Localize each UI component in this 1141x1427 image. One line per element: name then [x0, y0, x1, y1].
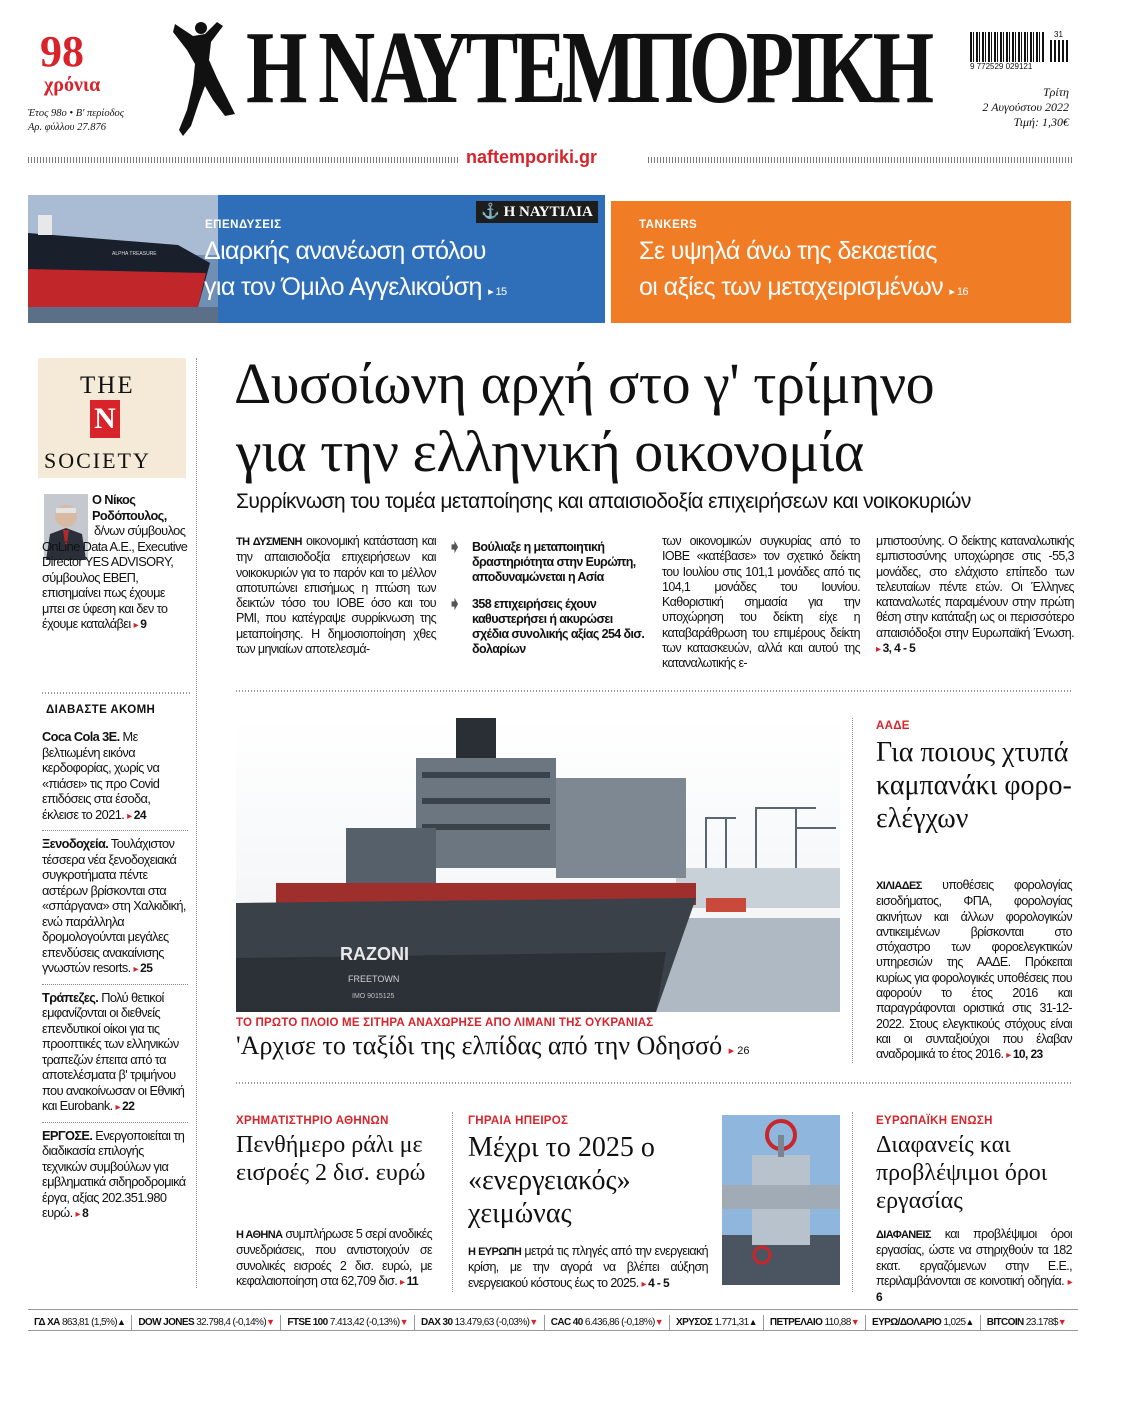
divider — [42, 830, 188, 831]
bullet-text: Βούλιαξε η μεταποιητική δραστηριότητα στην Ευρώπη, αποδυναμώνεται η Ασία — [472, 540, 636, 584]
banner-line-2 — [204, 273, 507, 302]
bullet-item — [448, 597, 648, 657]
ticker-item — [281, 1315, 415, 1330]
bottom-text-lead: Η ΕΥΡΩΠΗ — [468, 1246, 522, 1258]
ticker-value: 110,88 — [824, 1317, 851, 1328]
ticker-name: ΧΡΥΣΟΣ — [676, 1317, 713, 1328]
hermes-logo-icon — [165, 14, 240, 139]
page-ref: ▸ 4 - 5 — [641, 1275, 670, 1290]
read-more-item[interactable] — [42, 990, 188, 1116]
banner-line-2-text: για τον Όμιλο Αγγελικούση — [204, 273, 482, 301]
page-number: 15 — [495, 286, 507, 298]
bottom-text-1 — [236, 1227, 432, 1290]
society-text — [42, 523, 188, 634]
arrow-up-icon: ▲ — [748, 1317, 757, 1327]
barcode-number: 9 772529 029121 — [970, 62, 1033, 71]
bullet-item — [448, 540, 648, 585]
page-number: 8 — [82, 1206, 89, 1220]
page-number: 16 — [956, 286, 968, 298]
page-number: 9 — [140, 617, 147, 631]
lead-bullets — [448, 540, 648, 657]
page-ref: ▸ 22 — [115, 1099, 135, 1113]
bottom-headline-2[interactable]: Μέχρι το 2025 ο «ενεργειακός» χειμώνας — [468, 1132, 655, 1229]
page-ref: ▸ 6 — [876, 1276, 1073, 1305]
bottom-kicker-1: ΧΡΗΜΑΤΙΣΤΗΡΙΟ ΑΘΗΝΩΝ — [236, 1115, 389, 1127]
divider — [42, 1122, 188, 1123]
ticker-item — [670, 1315, 764, 1330]
arrow-icon: ➧ — [448, 539, 461, 556]
lead-headline-2[interactable]: για την ελληνική οικονομία — [236, 419, 864, 484]
arrow-up-icon: ▲ — [965, 1317, 974, 1327]
page-number: 3, 4 - 5 — [882, 641, 916, 656]
bottom-text-body: και προβλέψιμοι όροι εργασίας, ώστε να στηριχθούν τα 182 εκατ. εργαζόμενων στην Ε.Ε., περιλαμβάνονται σε κοινοτική οδηγία. — [876, 1227, 1072, 1288]
banner-line-2-text: οι αξίες των μεταχειρισμένων — [639, 273, 944, 301]
item-lead: Τράπεζες. — [42, 989, 99, 1005]
bottom-text-lead: Η ΑΘΗΝΑ — [236, 1229, 283, 1241]
arrow-down-icon: ▼ — [1057, 1317, 1067, 1327]
page-number: 25 — [140, 961, 153, 975]
ticker-name: ΠΕΤΡΕΛΑΙΟ — [769, 1317, 823, 1328]
ship-imo: IMO 9015125 — [352, 993, 395, 1000]
ticker-item — [415, 1315, 545, 1330]
photo-story-kicker: ΤΟ ΠΡΩΤΟ ΠΛΟΙΟ ΜΕ ΣΙΤΗΡΑ ΑΝΑΧΩΡΗΣΕ ΑΠΟ ΛΙΜΑΝΙ ΤΗΣ ΟΥΚΡΑΝΙΑΣ — [236, 1017, 654, 1029]
aade-text-body: υποθέσεις φορολογίας εισοδήματος, ΦΠΑ, φορολογίας ακινήτων και άλλων φορολογικών αντικειμένων βρίσκονται στο στόχαστρο των φοροελεγκτικών υπηρεσιών της ΑΑΔΕ. Πρόκειται κυρίως για φορολογικές υποθέσεις που αφορούν το έτος 2016 και παραγράφονται οριστικά στις 31-12-2022. Στους ελεγκτικούς στόχους είναι και οι συνταξιούχοι που έλαβαν αναδρομικά το έτος 2016. — [876, 878, 1072, 1062]
ticker-value: 23.178$ — [1025, 1317, 1058, 1328]
ticker-name: BITCOIN — [986, 1317, 1024, 1328]
read-more-item[interactable] — [42, 729, 188, 824]
ticker-name: FTSE 100 — [287, 1317, 328, 1328]
lead-column-3: των οικονομικών συγκυρίας από το ΙΟΒΕ «κατέβασε» τον σχετικό δείκτη του Ιουλίου στις 101,1 μονάδες από τις 104,1 μονάδες του Ιουνίου. Καθοριστική σημασία για την υποχώρηση του δείκτη είχε η καταβαράθρωση του επιμέρους δείκτη των κατασκευών, αλλά και αυτού της καταναλωτικής ε- — [662, 534, 860, 671]
page-ref: ▸ 26 — [728, 1045, 750, 1057]
barcode — [970, 32, 1070, 72]
arrow-down-icon: ▼ — [850, 1317, 860, 1327]
ticker-item — [28, 1315, 132, 1330]
issue-line-1: Έτος 98ο • Β' περίοδος — [28, 108, 124, 119]
ship-name: ALPHA TREASURE — [112, 251, 157, 257]
bottom-text-body: συμπλήρωσε 5 σερί ανοδικές συνεδριάσεις, που αντιστοιχούν σε συνολικές εισροές 2 δισ. ευρώ, με κεφαλαιοποίηση στα 62,709 δισ. — [236, 1227, 433, 1288]
item-lead: ΕΡΓΟΣΕ. — [42, 1127, 93, 1143]
divider — [28, 157, 458, 163]
page-number: 24 — [133, 807, 146, 822]
arrow-down-icon: ▼ — [654, 1317, 664, 1327]
page-ref: ▸ 24 — [127, 807, 146, 822]
banner-line-1: Διαρκής ανανέωση στόλου — [204, 237, 486, 265]
bottom-text-lead: ΔΙΑΦΑΝΕΙΣ — [876, 1229, 931, 1241]
society-the: THE — [80, 372, 135, 399]
bottom-text-2 — [468, 1244, 708, 1292]
bullet-text: 358 επιχειρήσεις έχουν καθυστερήσει ή ακυρώσει σχέδια συνολικής αξίας 254 δισ. δολαρίων — [472, 597, 645, 656]
lead-subhead: Συρρίκνωση του τομέα μεταποίησης και απαισιοδοξία επιχειρήσεων και νοικοκυριών — [236, 490, 971, 513]
lead-text: οικονομική κατάσταση και την απαισιοδοξία επιχειρήσεων και νοικοκυριών για το παρόν και το μέλλον αποτυπώνει επισήμως η πτώση των δεικτών τόσο του ΙΟΒΕ όσο και του PMI, που κατέγραψε συρρίκνωση της μεταποίησης. Η δημοσιοποίηση χθες των μηνιαίων αποτελεσμά- — [236, 534, 437, 657]
page-number: 26 — [737, 1045, 750, 1057]
society-person-name: Ο Νίκος Ροδόπουλος, — [92, 492, 167, 523]
photo-story-headline[interactable] — [236, 1031, 749, 1061]
pipeline-image — [722, 1115, 840, 1285]
page-ref: ▸ 25 — [133, 961, 153, 975]
society-label: SOCIETY — [44, 448, 151, 473]
lead-text-lead: ΤΗ ΔΥΣΜΕΝΗ — [236, 536, 302, 548]
arrow-down-icon: ▼ — [266, 1317, 275, 1327]
ticker-name: DAX 30 — [420, 1317, 453, 1328]
column-rule — [452, 1112, 454, 1292]
masthead — [0, 0, 1141, 180]
bottom-kicker-3: ΕΥΡΩΠΑΪΚΗ ΕΝΩΣΗ — [876, 1115, 993, 1127]
ticker-value: 6.436,86 (-0,18%) — [584, 1317, 655, 1328]
item-text: Με βελτιωμένη εικόνα κερδοφορίας, χωρίς να «πιάσει» τις προ Covid επιδόσεις στα έσοδα, έκλεισε το 2021. — [42, 729, 160, 822]
ticker-value: 1.771,31 — [714, 1317, 749, 1328]
divider — [42, 984, 188, 985]
lead-column-4 — [876, 534, 1074, 657]
years-number: 98 — [40, 27, 84, 76]
ticker-item — [866, 1315, 981, 1330]
column-rule — [852, 1112, 854, 1292]
item-text: Ενεργοποιείται τη διαδικασία επιλογής τεχνικών συμβούλων για εμβληματικά σιδηροδρομικά έργα, αξίας 202.351.980 ευρώ. — [42, 1127, 186, 1220]
page-ref: ▸ 9 — [133, 617, 147, 631]
anchor-icon: ⚓ — [481, 204, 500, 220]
ticker-item — [545, 1315, 670, 1330]
bottom-headline-3[interactable]: Διαφανείς και προβλέψιμοι όροι εργασίας — [876, 1132, 1048, 1214]
bottom-headline-1[interactable]: Πενθήμερο ράλι με εισροές 2 δισ. ευρώ — [236, 1132, 426, 1186]
bottom-text-3 — [876, 1227, 1072, 1306]
divider — [648, 157, 1074, 163]
page-ref: ▸ 11 — [399, 1273, 419, 1288]
banner-tankers[interactable] — [611, 201, 1071, 323]
arrow-down-icon: ▼ — [529, 1317, 538, 1327]
lead-column-1 — [236, 534, 436, 657]
ship-port: FREETOWN — [348, 974, 400, 984]
gas-valve-image — [722, 1115, 840, 1285]
banner-investments[interactable] — [28, 195, 605, 323]
photo-story-image — [236, 718, 840, 1012]
page-ref: ▸ 8 — [75, 1206, 89, 1220]
page-number: 22 — [122, 1099, 135, 1113]
item-lead: Coca Cola 3E. — [42, 729, 120, 744]
years-label: χρόνια — [44, 74, 101, 96]
page-ref: ▸ 15 — [488, 286, 507, 298]
nautilia-badge — [476, 201, 598, 223]
ticker-name: ΓΔ ΧΑ — [34, 1317, 60, 1328]
ticker-name: DOW JONES — [138, 1317, 195, 1328]
page-number: 10, 23 — [1012, 1047, 1043, 1062]
issue-date: 2 Αυγούστου 2022 — [982, 100, 1069, 114]
cargo-ship-image — [236, 718, 840, 1012]
aade-text — [876, 878, 1072, 1064]
headline-text: 'Αρχισε το ταξίδι της ελπίδας από την Οδησσό — [236, 1031, 723, 1060]
banner-kicker: TANKERS — [639, 219, 698, 231]
banner-line-2 — [639, 273, 968, 302]
page-number: 6 — [876, 1290, 883, 1305]
page-number: 11 — [406, 1273, 419, 1288]
tanker-ship-image — [28, 195, 218, 323]
banner-line-1: Σε υψηλά άνω της δεκαετίας — [639, 237, 937, 265]
ticker-value: 863,81 (1,5%) — [61, 1317, 117, 1328]
newspaper-title: Η ΝΑΥΤΕΜΠΟΡΙΚΗ — [246, 10, 930, 125]
badge-label: Η ΝΑΥΤΙΛΙΑ — [503, 204, 593, 220]
barcode-addon: 31 — [1054, 30, 1063, 39]
aade-column — [852, 718, 854, 1063]
page-ref: ▸ 10, 23 — [1006, 1047, 1043, 1062]
ticker-name: CAC 40 — [550, 1317, 583, 1328]
sidebar — [28, 358, 197, 1288]
ticker-value: 32.798,4 (-0,14%) — [196, 1317, 267, 1328]
ship-name: RAZONI — [340, 944, 409, 964]
read-more-item[interactable] — [42, 1128, 188, 1223]
issue-price: Τιμή: 1,30€ — [1013, 115, 1069, 129]
item-lead: Ξενοδοχεία. — [42, 836, 109, 851]
arrow-icon: ➧ — [448, 596, 461, 613]
arrow-up-icon: ▲ — [117, 1317, 126, 1327]
ticker-item — [764, 1315, 866, 1330]
ticker-value: 13.479,63 (-0,03%) — [454, 1317, 530, 1328]
read-more-heading: ΔΙΑΒΑΣΤΕ ΑΚΟΜΗ — [46, 704, 156, 716]
page-number: 4 - 5 — [648, 1275, 670, 1290]
issue-line-2: Αρ. φύλλου 27.876 — [28, 122, 106, 133]
lead-text: μπιστοσύνης. Ο δείκτης καταναλωτικής εμπιστοσύνης υποχώρησε στις -55,3 μονάδες, στο ελάχιστο επίπεδο των τελευταίων πέντε ετών. Οι Έλληνες καταναλωτές παραμένουν στην πρώτη θέση στην κατάταξη ως οι περισσότερο απαισιόδοξοι στην Ευρωπαϊκή Ένωση. — [876, 534, 1074, 640]
item-text: Πολύ θετικοί εμφανίζονται οι διεθνείς επενδυτικοί οίκοι για τις προοπτικές των ελληνικών τραπεζών έπειτα από τα αποτελέσματα β' τριμήνου που ανακοίνωσαν οι Εθνική και Eurobank. — [42, 989, 185, 1113]
ticker-value: 1,025 — [943, 1317, 966, 1328]
issue-day: Τρίτη — [1042, 85, 1069, 99]
page-ref: ▸ 3, 4 - 5 — [876, 641, 916, 656]
page-ref: ▸ 16 — [949, 286, 968, 298]
aade-text-lead: ΧΙΛΙΑΔΕΣ — [876, 880, 922, 892]
ticker-item — [132, 1315, 281, 1330]
read-more-item[interactable] — [42, 836, 188, 978]
item-text: Τουλάχιστον τέσσερα νέα ξενοδοχειακά συγκροτήματα πέντε αστέρων βρίσκονται στα «σπάργανα» στη Χαλκιδική, ενώ παράλληλα δρομολογούνται μεγάλες επενδύσεις ανακαίνισης γνωστών resorts. — [42, 836, 186, 975]
society-n: N — [94, 402, 116, 435]
read-more-list — [42, 729, 188, 1223]
ticker-name: ΕΥΡΩ/ΔΟΛΑΡΙΟ — [872, 1317, 942, 1328]
lead-headline-1[interactable]: Δυσοίωνη αρχή στο γ' τρίμηνο — [234, 351, 935, 416]
divider — [42, 692, 190, 694]
ticker-value: 7.413,42 (-0,13%) — [329, 1317, 400, 1328]
aade-kicker: ΑΑΔΕ — [876, 720, 910, 732]
divider — [236, 690, 1072, 692]
ticker-item — [981, 1315, 1072, 1330]
society-text-body: δ/νων σύμβουλος OnLine Data A.E., Executive Director YES ADVISORY, σύμβουλος ΕΒΕΠ, επισημαίνει πως έχουμε μπει σε ύφεση και δεν το έχουμε καταλάβει — [42, 523, 188, 631]
bottom-kicker-2: ΓΗΡΑΙΑ ΗΠΕΙΡΟΣ — [468, 1115, 569, 1127]
bottom-text-body: μετρά τις πληγές από την ενεργειακή κρίση, με την αγορά να βλέπει αύξηση ενεργειακού κόστους έως το 2025. — [468, 1244, 709, 1290]
society-n-logo — [90, 400, 120, 438]
aade-headline[interactable]: Για ποιους χτυπά καμπανάκι φορο-ελέγχων — [876, 737, 1072, 834]
website-link[interactable]: naftemporiki.gr — [466, 147, 598, 167]
market-ticker — [28, 1309, 1078, 1331]
arrow-down-icon: ▼ — [399, 1317, 408, 1327]
banner-kicker: ΕΠΕΝΔΥΣΕΙΣ — [205, 219, 282, 231]
divider — [236, 1082, 1072, 1084]
